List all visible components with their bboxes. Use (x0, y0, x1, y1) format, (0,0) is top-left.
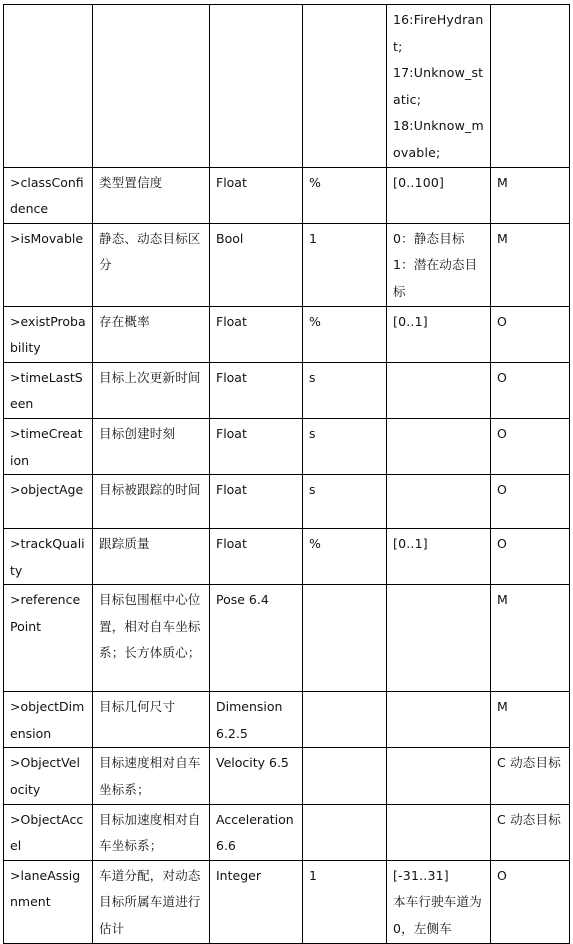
table-row (4, 585, 570, 692)
description-cell: 目标上次更新时间 (93, 362, 210, 418)
table-row (4, 306, 570, 362)
requirement-cell (491, 5, 570, 168)
value-range-line: [0..1] (393, 313, 428, 329)
unit-cell (303, 585, 387, 692)
value-range-cell (387, 475, 491, 529)
data-definition-table (3, 4, 570, 944)
table-row (4, 418, 570, 474)
unit-cell: 1 (303, 860, 387, 943)
value-range-cell (387, 306, 491, 362)
type-cell: Float (210, 167, 303, 223)
unit-cell: 1 (303, 223, 387, 306)
field-name-cell: >ObjectVelocity (4, 748, 93, 804)
value-range-cell (387, 748, 491, 804)
value-range-line: 本车行驶车道为 0，左侧车 (393, 894, 482, 937)
description-cell: 目标创建时刻 (93, 418, 210, 474)
field-name-cell: >classConfidence (4, 167, 93, 223)
field-name-cell: >laneAssignment (4, 860, 93, 943)
description-cell: 存在概率 (93, 306, 210, 362)
value-range-cell (387, 5, 491, 168)
table-row (4, 860, 570, 943)
requirement-cell: C 动态目标 (491, 804, 570, 860)
unit-cell: s (303, 362, 387, 418)
table-row (4, 5, 570, 168)
requirement-cell: M (491, 692, 570, 748)
table-row (4, 804, 570, 860)
value-range-cell (387, 529, 491, 585)
value-range-cell (387, 860, 491, 943)
unit-cell: % (303, 306, 387, 362)
table-row (4, 748, 570, 804)
table-row (4, 223, 570, 306)
field-name-cell: >objectAge (4, 475, 93, 529)
field-name-cell: >trackQuality (4, 529, 93, 585)
value-range-cell (387, 167, 491, 223)
field-name-cell: >referencePoint (4, 585, 93, 692)
type-cell: Float (210, 529, 303, 585)
type-cell: Pose 6.4 (210, 585, 303, 692)
requirement-cell: M (491, 223, 570, 306)
unit-cell: % (303, 529, 387, 585)
unit-cell: % (303, 167, 387, 223)
description-cell: 目标速度相对自车坐标系； (93, 748, 210, 804)
description-cell: 目标包围框中心位置，相对自车坐标系；长方体质心； (93, 585, 210, 692)
value-range-line: 17:Unknow_static; (393, 65, 484, 107)
value-range-cell (387, 223, 491, 306)
unit-cell (303, 692, 387, 748)
table-body (4, 5, 570, 944)
value-range-cell (387, 418, 491, 474)
description-cell: 车道分配，对动态目标所属车道进行估计 (93, 860, 210, 943)
requirement-cell: O (491, 362, 570, 418)
field-name-cell: >existProbability (4, 306, 93, 362)
field-name-cell: >objectDimension (4, 692, 93, 748)
unit-cell (303, 5, 387, 168)
value-range-cell (387, 804, 491, 860)
requirement-cell: O (491, 529, 570, 585)
requirement-cell: O (491, 418, 570, 474)
requirement-cell: O (491, 306, 570, 362)
field-name-cell: >timeLastSeen (4, 362, 93, 418)
value-range-line: [0..100] (393, 174, 445, 190)
table-row (4, 692, 570, 748)
type-cell: Float (210, 475, 303, 529)
description-cell: 目标加速度相对自车坐标系； (93, 804, 210, 860)
field-name-cell: >isMovable (4, 223, 93, 306)
table-row (4, 167, 570, 223)
value-range-line: 0：静态目标 (393, 230, 465, 246)
field-name-cell (4, 5, 93, 168)
description-cell: 目标几何尺寸 (93, 692, 210, 748)
type-cell: Dimension 6.2.5 (210, 692, 303, 748)
type-cell: Float (210, 418, 303, 474)
requirement-cell: C 动态目标 (491, 748, 570, 804)
value-range-line: 16:FireHydrant; (393, 12, 484, 54)
value-range-cell (387, 585, 491, 692)
field-name-cell: >ObjectAccel (4, 804, 93, 860)
type-cell: Float (210, 362, 303, 418)
unit-cell (303, 804, 387, 860)
table-row (4, 529, 570, 585)
requirement-cell: M (491, 167, 570, 223)
description-cell: 类型置信度 (93, 167, 210, 223)
requirement-cell: M (491, 585, 570, 692)
type-cell (210, 5, 303, 168)
value-range-line: [0..1] (393, 536, 428, 552)
unit-cell: s (303, 475, 387, 529)
value-range-cell (387, 692, 491, 748)
value-range-line: 18:Unknow_movable; (393, 118, 484, 160)
type-cell: Velocity 6.5 (210, 748, 303, 804)
value-range-cell (387, 362, 491, 418)
description-cell: 跟踪质量 (93, 529, 210, 585)
description-cell: 静态、动态目标区分 (93, 223, 210, 306)
requirement-cell: O (491, 860, 570, 943)
table-row (4, 362, 570, 418)
type-cell: Integer (210, 860, 303, 943)
unit-cell: s (303, 418, 387, 474)
value-range-line: 1：潜在动态目标 (393, 257, 478, 299)
type-cell: Bool (210, 223, 303, 306)
description-cell (93, 5, 210, 168)
unit-cell (303, 748, 387, 804)
type-cell: Float (210, 306, 303, 362)
description-cell: 目标被跟踪的时间 (93, 475, 210, 529)
requirement-cell: O (491, 475, 570, 529)
type-cell: Acceleration 6.6 (210, 804, 303, 860)
field-name-cell: >timeCreation (4, 418, 93, 474)
table-row (4, 475, 570, 529)
value-range-line: [-31..31] (393, 867, 449, 883)
